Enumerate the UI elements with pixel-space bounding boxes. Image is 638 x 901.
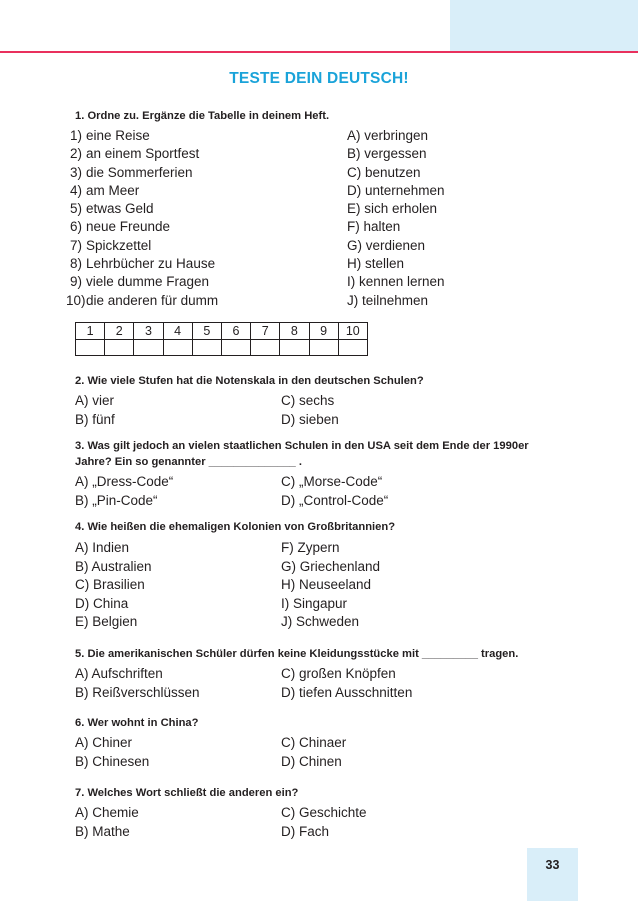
answer-cell — [309, 339, 338, 356]
item-left: die anderen für dumm — [86, 292, 219, 308]
option: D) Fach — [281, 823, 330, 839]
item-left: eine Reise — [86, 128, 150, 143]
question-6 — [75, 715, 575, 771]
option: A) Aufschriften — [75, 666, 163, 681]
option: C) Chinaer — [281, 735, 347, 750]
option: D) „Control-Code“ — [281, 492, 389, 508]
option-row — [75, 665, 595, 684]
question-3-text-line-1: 3. Was gilt jedoch an vielen staatlichen Schulen in den USA seit dem Ende der 1990er — [75, 440, 529, 452]
option-row — [75, 473, 585, 492]
item-right: E) sich erholen — [347, 201, 438, 217]
answer-cell — [105, 339, 134, 356]
question-2-text: 2. Wie viele Stufen hat die Notenskala in den deutschen Schulen? — [75, 375, 424, 387]
answer-cell — [280, 339, 309, 356]
option-row — [75, 823, 575, 842]
answer-cell — [338, 339, 367, 356]
option: B) Mathe — [75, 823, 130, 839]
option: I) Singapur — [281, 595, 348, 611]
list-item — [68, 255, 588, 273]
option-row — [75, 576, 575, 595]
option: B) „Pin-Code“ — [75, 492, 158, 508]
item-number: 6) — [69, 219, 82, 235]
option: F) Zypern — [281, 540, 340, 555]
option-row — [75, 595, 575, 614]
option-row — [75, 753, 575, 772]
item-right: I) kennen lernen — [347, 274, 445, 290]
answer-table-header: 3 — [134, 323, 163, 340]
item-right: F) halten — [347, 219, 401, 235]
option: D) China — [75, 595, 129, 611]
option: C) Geschichte — [281, 805, 367, 820]
item-number: 1) — [69, 128, 82, 143]
option-row — [75, 492, 585, 511]
question-7 — [75, 785, 575, 841]
answer-table-header: 8 — [280, 323, 309, 340]
question-3 — [75, 438, 585, 510]
option: A) Indien — [75, 540, 130, 555]
answer-cell — [76, 339, 105, 356]
list-item — [68, 273, 588, 291]
item-number: 3) — [69, 164, 82, 180]
answer-table-blank-row — [76, 339, 368, 356]
item-right: A) verbringen — [347, 128, 429, 143]
option-row — [75, 734, 575, 753]
item-number: 7) — [69, 237, 82, 253]
question-6-text: 6. Wer wohnt in China? — [75, 717, 199, 729]
page-number: 33 — [545, 858, 560, 872]
answer-table-header: 4 — [163, 323, 192, 340]
option: C) „Morse-Code“ — [281, 474, 383, 489]
item-left: Spickzettel — [86, 237, 152, 253]
item-right: J) teilnehmen — [347, 292, 429, 308]
option: G) Griechenland — [281, 558, 381, 574]
item-left: neue Freunde — [86, 219, 171, 235]
item-left: viele dumme Fragen — [86, 274, 210, 290]
option: A) Chemie — [75, 805, 139, 820]
page-number-box — [527, 848, 578, 901]
item-number: 4) — [69, 182, 82, 198]
option: E) Belgien — [75, 614, 138, 629]
option-row — [75, 684, 595, 703]
answer-table-header: 10 — [338, 323, 367, 340]
list-item — [68, 145, 588, 163]
option: B) Reißverschlüssen — [75, 684, 200, 700]
item-left: am Meer — [86, 182, 140, 198]
item-number: 8) — [69, 256, 82, 272]
question-1-text: 1. Ordne zu. Ergänze die Tabelle in deinem Heft. — [75, 110, 330, 122]
item-left: Lehrbücher zu Hause — [86, 256, 216, 272]
list-item — [68, 182, 588, 200]
list-item — [68, 292, 588, 310]
question-2 — [75, 373, 575, 429]
list-item — [68, 218, 588, 236]
option: A) Chiner — [75, 735, 133, 750]
option-row — [75, 804, 575, 823]
header-corner-block — [450, 0, 638, 52]
option: B) Chinesen — [75, 753, 150, 769]
question-4 — [75, 519, 575, 632]
option-row — [75, 539, 575, 558]
item-right: B) vergessen — [347, 146, 427, 162]
option-row — [75, 558, 575, 577]
answer-cell — [163, 339, 192, 356]
item-number: 2) — [69, 146, 82, 162]
answer-table-header-row — [76, 323, 368, 340]
item-number: 5) — [69, 201, 82, 217]
answer-cell — [134, 339, 163, 356]
item-left: etwas Geld — [86, 201, 154, 217]
question-4-text: 4. Wie heißen die ehemaligen Kolonien von Großbritannien? — [75, 521, 396, 533]
page-title: TESTE DEIN DEUTSCH! — [229, 70, 409, 87]
option-row — [75, 411, 575, 430]
item-number: 10) — [66, 292, 86, 308]
option: A) vier — [75, 393, 115, 408]
question-3-text-line-2: Jahre? Ein so genannter ______________ . — [75, 456, 302, 468]
answer-table — [75, 322, 368, 356]
list-item — [68, 164, 588, 182]
question-7-text: 7. Welches Wort schließt die anderen ein? — [75, 787, 299, 799]
answer-table-header: 7 — [251, 323, 280, 340]
list-item — [68, 200, 588, 218]
item-right: D) unternehmen — [347, 182, 445, 198]
list-item — [68, 237, 588, 255]
option: J) Schweden — [281, 614, 360, 629]
answer-cell — [192, 339, 221, 356]
option: C) großen Knöpfen — [281, 666, 396, 681]
answer-table-header: 6 — [221, 323, 250, 340]
option-row — [75, 392, 575, 411]
item-left: an einem Sportfest — [86, 146, 200, 162]
answer-table-header: 9 — [309, 323, 338, 340]
list-item — [68, 127, 588, 145]
option: B) Australien — [75, 558, 152, 574]
item-right: C) benutzen — [347, 164, 421, 180]
item-left: die Sommerferien — [86, 164, 193, 180]
item-right: H) stellen — [347, 256, 405, 272]
option: A) „Dress-Code“ — [75, 474, 174, 489]
option: D) sieben — [281, 411, 339, 427]
answer-table-header: 1 — [76, 323, 105, 340]
option: C) sechs — [281, 393, 335, 408]
option: H) Neuseeland — [281, 577, 372, 592]
header-rule — [0, 51, 638, 53]
item-number: 9) — [69, 274, 82, 290]
item-right: G) verdienen — [347, 237, 426, 253]
matching-list — [68, 127, 588, 310]
option-row — [75, 613, 575, 632]
option: D) Chinen — [281, 753, 342, 769]
question-1 — [75, 108, 575, 124]
option: C) Brasilien — [75, 577, 145, 592]
question-5 — [75, 646, 595, 702]
option: B) fünf — [75, 411, 115, 427]
answer-cell — [251, 339, 280, 356]
question-5-text: 5. Die amerikanischen Schüler dürfen keine Kleidungsstücke mit _________ tragen. — [75, 648, 519, 660]
answer-cell — [221, 339, 250, 356]
answer-table-header: 5 — [192, 323, 221, 340]
option: D) tiefen Ausschnitten — [281, 684, 413, 700]
answer-table-header: 2 — [105, 323, 134, 340]
